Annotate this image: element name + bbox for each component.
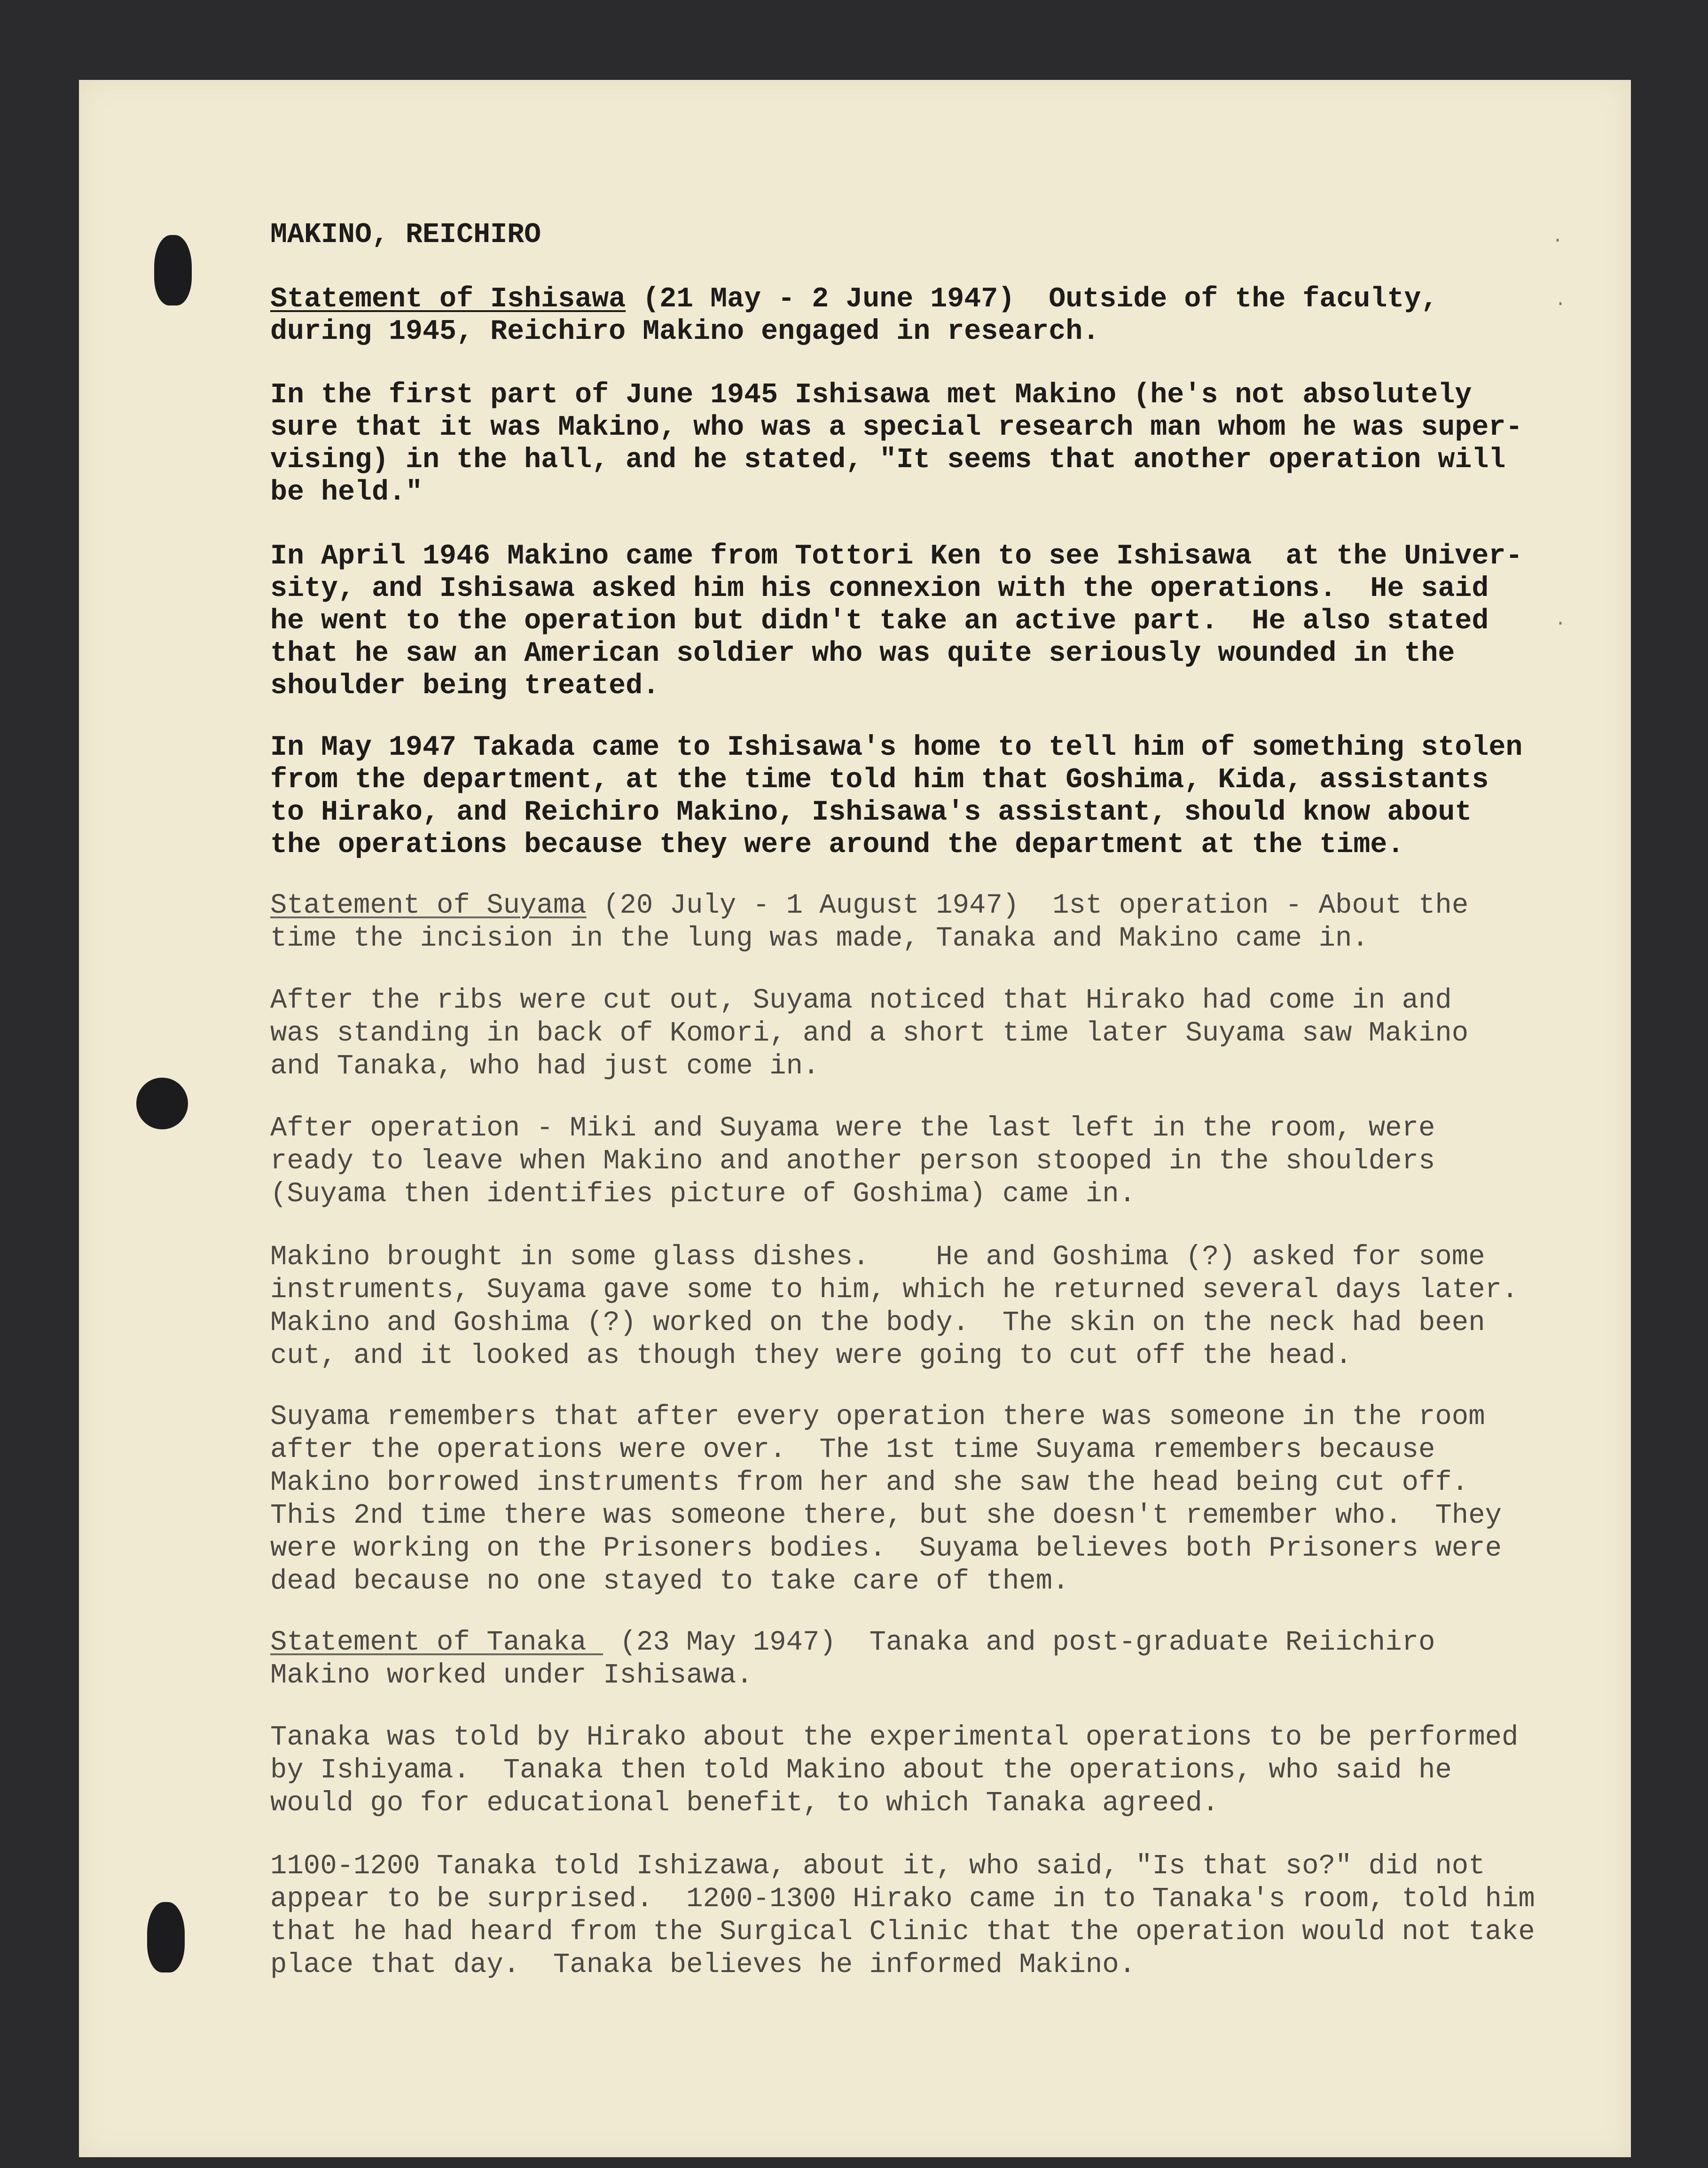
- text-line: be held.": [270, 477, 423, 509]
- text-line: Makino brought in some glass dishes. He and Goshima (?) asked for some: [270, 1241, 1485, 1273]
- text-line: that he had heard from the Surgical Clinic that the operation would not take: [270, 1916, 1535, 1948]
- text-line: to Hirako, and Reichiro Makino, Ishisawa's assistant, should know about: [270, 797, 1472, 829]
- paper-speck: ·: [1552, 230, 1564, 251]
- text-line: was standing in back of Komori, and a short time later Suyama saw Makino: [270, 1017, 1469, 1049]
- text-line: during 1945, Reichiro Makino engaged in research.: [270, 316, 1100, 348]
- text-line: After the ribs were cut out, Suyama noticed that Hirako had come in and: [270, 985, 1452, 1016]
- text-line: (20 July - 1 August 1947) 1st operation - About the: [586, 890, 1469, 921]
- text-line: time the incision in the lung was made, Tanaka and Makino came in.: [270, 923, 1369, 954]
- text-line: Tanaka was told by Hirako about the experimental operations to be performed: [270, 1722, 1519, 1753]
- text-line: and Tanaka, who had just come in.: [270, 1050, 820, 1082]
- ishisawa-statement: [270, 283, 1586, 348]
- text-line: appear to be surprised. 1200-1300 Hirako came in to Tanaka's room, told him: [270, 1883, 1535, 1915]
- document-header: MAKINO, REICHIRO: [270, 219, 541, 251]
- paragraph: [270, 1241, 1586, 1372]
- text-line: Makino worked under Ishisawa.: [270, 1659, 753, 1691]
- text-line: the operations because they were around the department at the time.: [270, 829, 1404, 861]
- text-line: In the first part of June 1945 Ishisawa met Makino (he's not absolutely: [270, 379, 1472, 411]
- tanaka-statement: [270, 1626, 1586, 1692]
- text-line: (Suyama then identifies picture of Goshima) came in.: [270, 1178, 1136, 1210]
- text-line: Makino borrowed instruments from her and she saw the head being cut off.: [270, 1467, 1469, 1498]
- paragraph: [270, 1850, 1586, 1981]
- text-line: ready to leave when Makino and another person stooped in the shoulders: [270, 1145, 1435, 1177]
- suyama-statement: [270, 889, 1586, 955]
- text-line: (23 May 1947) Tanaka and post-graduate Reiichiro: [603, 1627, 1435, 1658]
- text-line: were working on the Prisoners bodies. Suyama believes both Prisoners were: [270, 1533, 1502, 1564]
- text-line: that he saw an American soldier who was quite seriously wounded in the: [270, 638, 1455, 670]
- text-line: 1100-1200 Tanaka told Ishizawa, about it, who said, "Is that so?" did not: [270, 1850, 1485, 1882]
- paragraph: [270, 732, 1586, 861]
- text-line: place that day. Tanaka believes he informed Makino.: [270, 1949, 1136, 1980]
- text-line: Makino and Goshima (?) worked on the body. The skin on the neck had been: [270, 1307, 1485, 1338]
- suyama-heading: Statement of Suyama: [270, 890, 587, 921]
- text-line: by Ishiyama. Tanaka then told Makino about the operations, who said he: [270, 1754, 1452, 1786]
- tanaka-heading: Statement of Tanaka: [270, 1627, 603, 1658]
- text-line: This 2nd time there was someone there, but she doesn't remember who. They: [270, 1500, 1502, 1531]
- text-line: vising) in the hall, and he stated, "It seems that another operation will: [270, 444, 1506, 476]
- text-line: would go for educational benefit, to which Tanaka agreed.: [270, 1787, 1219, 1819]
- ishisawa-heading: Statement of Ishisawa: [270, 283, 626, 315]
- punch-hole-bottom: [147, 1902, 185, 1972]
- punch-hole-top: [154, 235, 192, 305]
- text-line: sure that it was Makino, who was a special research man whom he was super-: [270, 412, 1523, 444]
- text-line: cut, and it looked as though they were going to cut off the head.: [270, 1340, 1352, 1371]
- text-line: In April 1946 Makino came from Tottori Ken to see Ishisawa at the Univer-: [270, 540, 1523, 572]
- paragraph: [270, 1401, 1586, 1598]
- paper-speck: ·: [1555, 613, 1567, 634]
- text-line: dead because no one stayed to take care of them.: [270, 1565, 1069, 1597]
- text-line: shoulder being treated.: [270, 670, 660, 702]
- text-line: from the department, at the time told him that Goshima, Kida, assistants: [270, 764, 1489, 796]
- paragraph: [270, 984, 1586, 1083]
- text-line: In May 1947 Takada came to Ishisawa's home to tell him of something stolen: [270, 732, 1523, 764]
- paragraph: [270, 1112, 1586, 1211]
- paragraph: [270, 1721, 1586, 1820]
- text-line: after the operations were over. The 1st time Suyama remembers because: [270, 1434, 1435, 1465]
- punch-hole-middle: [136, 1078, 188, 1129]
- paragraph: [270, 379, 1586, 509]
- text-line: (21 May - 2 June 1947) Outside of the faculty,: [626, 283, 1438, 315]
- text-line: Suyama remembers that after every operation there was someone in the room: [270, 1401, 1485, 1432]
- text-line: After operation - Miki and Suyama were the last left in the room, were: [270, 1112, 1435, 1144]
- text-line: he went to the operation but didn't take an active part. He also stated: [270, 605, 1489, 637]
- paragraph: [270, 540, 1586, 703]
- paper-speck: ·: [1555, 294, 1567, 315]
- text-line: instruments, Suyama gave some to him, which he returned several days later.: [270, 1274, 1519, 1306]
- text-line: sity, and Ishisawa asked him his connexion with the operations. He said: [270, 573, 1489, 605]
